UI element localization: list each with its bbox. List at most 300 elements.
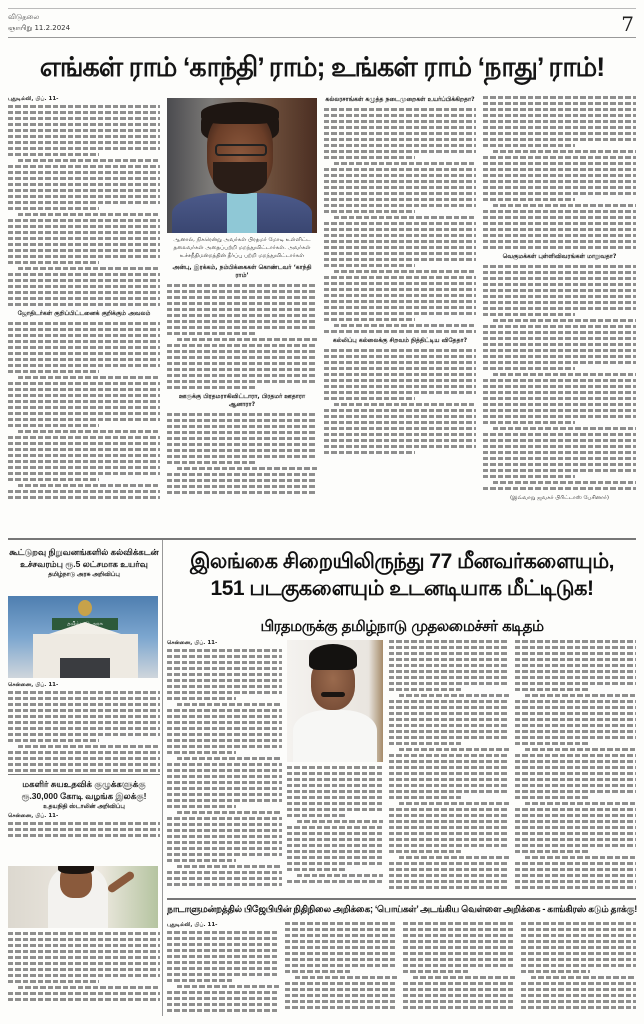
text-line xyxy=(297,874,383,877)
text-line xyxy=(287,808,383,811)
text-line xyxy=(515,658,636,661)
text-line xyxy=(483,246,636,249)
text-line xyxy=(285,934,397,937)
text-line xyxy=(324,276,476,279)
text-line xyxy=(515,706,636,709)
text-line xyxy=(167,961,279,964)
text-line xyxy=(287,856,383,859)
stalin-story-column-4 xyxy=(515,640,636,895)
text-line xyxy=(324,439,476,442)
text-line xyxy=(483,265,636,268)
text-line xyxy=(324,192,476,195)
text-line xyxy=(167,673,282,676)
text-line xyxy=(167,368,317,371)
text-line xyxy=(324,174,476,177)
text-line xyxy=(389,790,509,793)
text-line xyxy=(285,970,352,973)
text-line xyxy=(521,928,636,931)
text-line xyxy=(8,303,160,306)
section-divider xyxy=(8,774,160,775)
text-line xyxy=(8,382,160,385)
lead-story-column-2 xyxy=(167,236,317,536)
text-line xyxy=(403,988,515,991)
text-line xyxy=(389,742,461,745)
text-line xyxy=(167,649,282,652)
text-line xyxy=(521,982,636,985)
body-text xyxy=(167,931,279,1012)
text-line xyxy=(389,646,509,649)
text-line xyxy=(167,847,282,850)
text-line xyxy=(167,685,282,688)
text-line xyxy=(8,932,160,935)
text-line xyxy=(324,246,476,249)
text-line xyxy=(389,874,509,877)
text-line xyxy=(8,165,160,168)
text-line xyxy=(324,379,476,382)
text-line xyxy=(287,880,383,883)
text-line xyxy=(167,332,257,335)
secretariat-photo xyxy=(8,596,158,678)
text-line xyxy=(167,437,317,440)
text-line xyxy=(177,467,317,470)
text-line xyxy=(287,838,383,841)
text-line xyxy=(167,479,317,482)
text-line xyxy=(515,880,636,883)
body-text xyxy=(8,691,160,772)
text-line xyxy=(483,451,636,454)
text-line xyxy=(285,1000,397,1003)
text-line xyxy=(483,337,636,340)
text-line xyxy=(167,997,279,1000)
text-line xyxy=(389,826,509,829)
text-line xyxy=(8,364,160,367)
text-line xyxy=(525,856,636,859)
text-line xyxy=(403,970,470,973)
text-line xyxy=(324,433,476,436)
text-line xyxy=(389,862,509,865)
text-line xyxy=(389,766,509,769)
text-line xyxy=(515,814,636,817)
text-line xyxy=(389,808,509,811)
stalin-headline-line-2: 151 படகுகளையும் உடனடியாக மீட்டிடுக! xyxy=(210,577,594,600)
body-text xyxy=(324,349,476,454)
text-line xyxy=(399,748,509,751)
section-divider xyxy=(167,898,636,900)
text-line xyxy=(285,922,397,925)
text-line xyxy=(8,237,160,240)
text-line xyxy=(515,850,588,853)
text-line xyxy=(167,431,317,434)
text-line xyxy=(515,688,588,691)
text-line xyxy=(483,138,636,141)
body-text xyxy=(8,932,160,1001)
text-line xyxy=(483,289,636,292)
text-line xyxy=(8,400,160,403)
text-line xyxy=(515,874,636,877)
text-line xyxy=(483,391,636,394)
text-line xyxy=(167,805,236,808)
text-line xyxy=(515,700,636,703)
text-line xyxy=(324,294,476,297)
text-line xyxy=(167,859,236,862)
text-line xyxy=(18,267,160,270)
lead-photo-speaker xyxy=(167,98,317,233)
text-line xyxy=(483,168,636,171)
text-line xyxy=(167,356,317,359)
text-line xyxy=(287,802,383,805)
text-line xyxy=(167,769,282,772)
text-line xyxy=(8,472,160,475)
text-line xyxy=(167,979,234,982)
text-line xyxy=(324,144,476,147)
text-line xyxy=(403,958,515,961)
text-line xyxy=(521,952,636,955)
text-line xyxy=(483,379,636,382)
text-line xyxy=(483,349,636,352)
text-line xyxy=(324,120,476,123)
text-line xyxy=(167,1009,279,1012)
text-line xyxy=(389,838,509,841)
text-line xyxy=(389,796,461,799)
lead-subhead: கல்லரசாங்கள் கழுத்த நடைமுறைகள் உயர்ப்பிக்கிறதா? xyxy=(325,96,475,103)
text-line xyxy=(177,985,279,988)
text-line xyxy=(483,307,636,310)
text-line xyxy=(389,784,509,787)
text-line xyxy=(403,934,515,937)
text-line xyxy=(525,748,636,751)
text-line xyxy=(324,427,476,430)
text-line xyxy=(483,355,636,358)
masthead xyxy=(8,8,636,38)
text-line xyxy=(167,745,282,748)
text-line xyxy=(389,844,509,847)
body-text xyxy=(8,105,160,306)
text-line xyxy=(493,481,636,484)
text-line xyxy=(389,886,509,889)
text-line xyxy=(8,183,160,186)
text-line xyxy=(8,442,160,445)
text-line xyxy=(287,868,345,871)
text-line xyxy=(515,736,636,739)
text-line xyxy=(493,150,636,153)
text-line xyxy=(8,388,160,391)
text-line xyxy=(287,778,383,781)
body-text xyxy=(167,284,317,389)
lead-story-column-3 xyxy=(324,96,476,536)
text-line xyxy=(8,828,160,831)
text-line xyxy=(8,201,160,204)
text-line xyxy=(483,144,575,147)
text-line xyxy=(324,391,476,394)
text-line xyxy=(18,159,160,162)
text-line xyxy=(167,835,282,838)
text-line xyxy=(167,679,282,682)
text-line xyxy=(8,980,99,983)
text-line xyxy=(493,373,636,376)
text-line xyxy=(8,352,160,355)
text-line xyxy=(515,844,636,847)
text-line xyxy=(515,718,636,721)
text-line xyxy=(399,802,509,805)
udhayanidhi-photo xyxy=(8,866,158,928)
text-line xyxy=(515,742,588,745)
lead-story-column-4 xyxy=(483,96,636,536)
text-line xyxy=(521,958,636,961)
text-line xyxy=(483,192,636,195)
text-line xyxy=(18,430,160,433)
text-line xyxy=(515,766,636,769)
lead-headline: எங்கள் ராம் ‘காந்தி’ ராம்; உங்கள் ராம் ‘நாது’ ராம்! xyxy=(39,52,605,82)
stalin-headline xyxy=(167,548,637,602)
text-line xyxy=(515,886,636,889)
text-line xyxy=(483,156,636,159)
text-line xyxy=(483,433,636,436)
text-line xyxy=(324,198,476,201)
text-line xyxy=(389,880,509,883)
text-line xyxy=(285,964,397,967)
text-line xyxy=(324,264,415,267)
lead-subhead: அன்பு, இரக்கம், நம்பிக்கைகள் கொண்டவர் ‘காந்தி ராம்’ xyxy=(172,264,312,279)
text-line xyxy=(167,727,282,730)
text-line xyxy=(8,418,160,421)
stalin-headline-line-1: இலங்கை சிறையிலிருந்து 77 மீனவர்களையும், xyxy=(189,550,614,573)
side-story-1-body xyxy=(8,682,160,772)
text-line xyxy=(287,850,383,853)
text-line xyxy=(8,129,160,132)
text-line xyxy=(399,694,509,697)
text-line xyxy=(167,296,317,299)
text-line xyxy=(483,415,636,418)
text-line xyxy=(8,279,160,282)
text-line xyxy=(334,324,476,327)
text-line xyxy=(403,1000,515,1003)
text-line xyxy=(324,312,476,315)
text-line xyxy=(167,473,317,476)
text-line xyxy=(334,403,476,406)
text-line xyxy=(167,413,317,416)
text-line xyxy=(521,970,590,973)
text-line xyxy=(389,664,509,667)
text-line xyxy=(167,967,279,970)
paper-name: விடுதலை xyxy=(8,13,40,21)
text-line xyxy=(287,826,383,829)
text-line xyxy=(8,189,160,192)
text-line xyxy=(167,871,282,874)
bottom-story-column-3 xyxy=(403,922,515,1016)
text-line xyxy=(521,940,636,943)
text-line xyxy=(483,132,636,135)
side-story-1-dateline: சென்னை, பிப். 11- xyxy=(8,682,59,688)
text-line xyxy=(483,361,636,364)
text-line xyxy=(483,114,636,117)
text-line xyxy=(167,667,282,670)
text-line xyxy=(483,222,636,225)
text-line xyxy=(167,943,279,946)
text-line xyxy=(515,826,636,829)
text-line xyxy=(515,760,636,763)
text-line xyxy=(8,231,160,234)
text-line xyxy=(8,950,160,953)
text-line xyxy=(167,386,257,389)
text-line xyxy=(167,937,279,940)
text-line xyxy=(8,974,160,977)
text-line xyxy=(167,314,317,317)
text-line xyxy=(295,976,397,979)
text-line xyxy=(8,944,160,947)
text-line xyxy=(167,485,317,488)
lead-subhead: ஊருக்கு பிரதமராகிவிட்டாரா, பிரதமர் ஊதாரா ஆனாரா? xyxy=(178,393,306,408)
text-line xyxy=(167,949,279,952)
text-line xyxy=(285,958,397,961)
text-line xyxy=(389,682,509,685)
text-line xyxy=(167,721,282,724)
side-story-2-headline: மகளிர் சுயஉதவிக் குழுக்களுக்கு ரூ.30,000 கோடி வழங்க இலக்கு! xyxy=(21,779,147,801)
column-divider xyxy=(162,540,163,1016)
text-line xyxy=(287,784,383,787)
text-line xyxy=(297,820,383,823)
text-line xyxy=(8,757,160,760)
text-line xyxy=(8,715,160,718)
text-line xyxy=(167,425,317,428)
text-line xyxy=(389,820,509,823)
text-line xyxy=(8,249,160,252)
text-line xyxy=(324,367,476,370)
text-line xyxy=(167,449,317,452)
text-line xyxy=(8,466,160,469)
text-line xyxy=(324,300,476,303)
text-line xyxy=(167,661,282,664)
text-line xyxy=(8,135,160,138)
body-text xyxy=(285,922,397,1009)
text-line xyxy=(8,496,160,499)
text-line xyxy=(285,982,397,985)
text-line xyxy=(167,302,317,305)
text-line xyxy=(167,799,282,802)
text-line xyxy=(483,228,636,231)
text-line xyxy=(324,204,476,207)
body-text xyxy=(483,265,636,490)
text-line xyxy=(285,940,397,943)
text-line xyxy=(287,832,383,835)
text-line xyxy=(8,322,160,325)
text-line xyxy=(287,862,383,865)
text-line xyxy=(167,461,257,464)
text-line xyxy=(483,325,636,328)
text-line xyxy=(389,736,509,739)
text-line xyxy=(167,380,317,383)
side-story-2-dateline: சென்னை, பிப். 11- xyxy=(8,813,59,819)
text-line xyxy=(483,216,636,219)
text-line xyxy=(403,940,515,943)
body-text xyxy=(287,766,383,883)
text-line xyxy=(483,174,636,177)
text-line xyxy=(389,640,509,643)
text-line xyxy=(324,445,476,448)
text-line xyxy=(167,709,282,712)
text-line xyxy=(8,406,160,409)
text-line xyxy=(483,283,636,286)
text-line xyxy=(8,998,160,1001)
text-line xyxy=(167,344,317,347)
text-line xyxy=(324,240,476,243)
bottom-story-column-2 xyxy=(285,922,397,1016)
text-line xyxy=(167,491,317,494)
text-line xyxy=(8,478,99,481)
text-line xyxy=(167,350,317,353)
text-line xyxy=(8,153,99,156)
lead-subhead: ஜோதிடர்கள் குறிப்பிட்டனைக் குறிக்கும் அவலம் xyxy=(17,310,151,317)
text-line xyxy=(483,102,636,105)
text-line xyxy=(8,454,160,457)
text-line xyxy=(515,772,636,775)
text-line xyxy=(8,968,160,971)
text-line xyxy=(389,772,509,775)
text-line xyxy=(389,814,509,817)
text-line xyxy=(515,670,636,673)
text-line xyxy=(287,766,383,769)
text-line xyxy=(515,808,636,811)
text-line xyxy=(8,460,160,463)
bottom-dateline: புதுடில்லி, பிப். 11- xyxy=(167,922,218,928)
body-text xyxy=(167,649,282,886)
building-sign: தமிழ்நாடு அரசு xyxy=(52,618,118,630)
text-line xyxy=(493,319,636,322)
text-line xyxy=(515,676,636,679)
text-line xyxy=(324,385,476,388)
text-line xyxy=(324,234,476,237)
text-line xyxy=(515,796,588,799)
text-line xyxy=(515,862,636,865)
text-line xyxy=(403,946,515,949)
lead-photo-caption: ஆனால், நிகரென்று அவர்கள் பிரதமர் மோடி உள்ளிட்ட தலைவர்கள் அதைப்பற்றி மறந்துவிட்டார்கள். அவர்கள் உச்சநீதிமன்றத்தின் தீர்ப்பு பற்றி மறந்துவிட்டார்கள் xyxy=(173,237,311,259)
emblem-icon xyxy=(78,600,92,616)
text-line xyxy=(167,751,236,754)
text-line xyxy=(399,856,509,859)
text-line xyxy=(324,373,476,376)
bottom-story-column-4 xyxy=(521,922,636,1016)
text-line xyxy=(8,733,160,736)
text-line xyxy=(324,421,476,424)
text-line xyxy=(521,988,636,991)
text-line xyxy=(8,956,160,959)
text-line xyxy=(515,820,636,823)
text-line xyxy=(324,108,476,111)
text-line xyxy=(483,240,636,243)
text-line xyxy=(324,156,415,159)
side-story-1-headline: கூட்டுறவு நிறுவனங்களில் கல்விக்கடன் உச்சவரம்பு ரூ.5 லட்சமாக உயர்வு xyxy=(9,547,159,569)
text-line xyxy=(483,487,636,490)
text-line xyxy=(483,445,636,448)
text-line xyxy=(8,697,160,700)
text-line xyxy=(8,225,160,228)
text-line xyxy=(324,228,476,231)
text-line xyxy=(167,793,282,796)
text-line xyxy=(403,952,515,955)
text-line xyxy=(287,772,383,775)
text-line xyxy=(515,754,636,757)
text-line xyxy=(403,994,515,997)
text-line xyxy=(8,141,160,144)
lead-subhead: வெகுமக்கள் புள்ளிவிவரங்கள் மாறுவதா? xyxy=(502,253,617,260)
text-line xyxy=(324,330,476,333)
text-line xyxy=(515,784,636,787)
text-line xyxy=(287,844,383,847)
text-line xyxy=(8,297,160,300)
text-line xyxy=(483,397,636,400)
text-line xyxy=(167,308,317,311)
text-line xyxy=(8,412,160,415)
bottom-headline: நாடாளுமன்றத்தில் பிஜேபியின் நிதிநிலை அறிக்கை; ‘பொய்கள்’ அடங்கிய வெள்ளை அறிக்கை - காங்கிரஸ் கடும் தாக்கு! xyxy=(167,904,637,914)
